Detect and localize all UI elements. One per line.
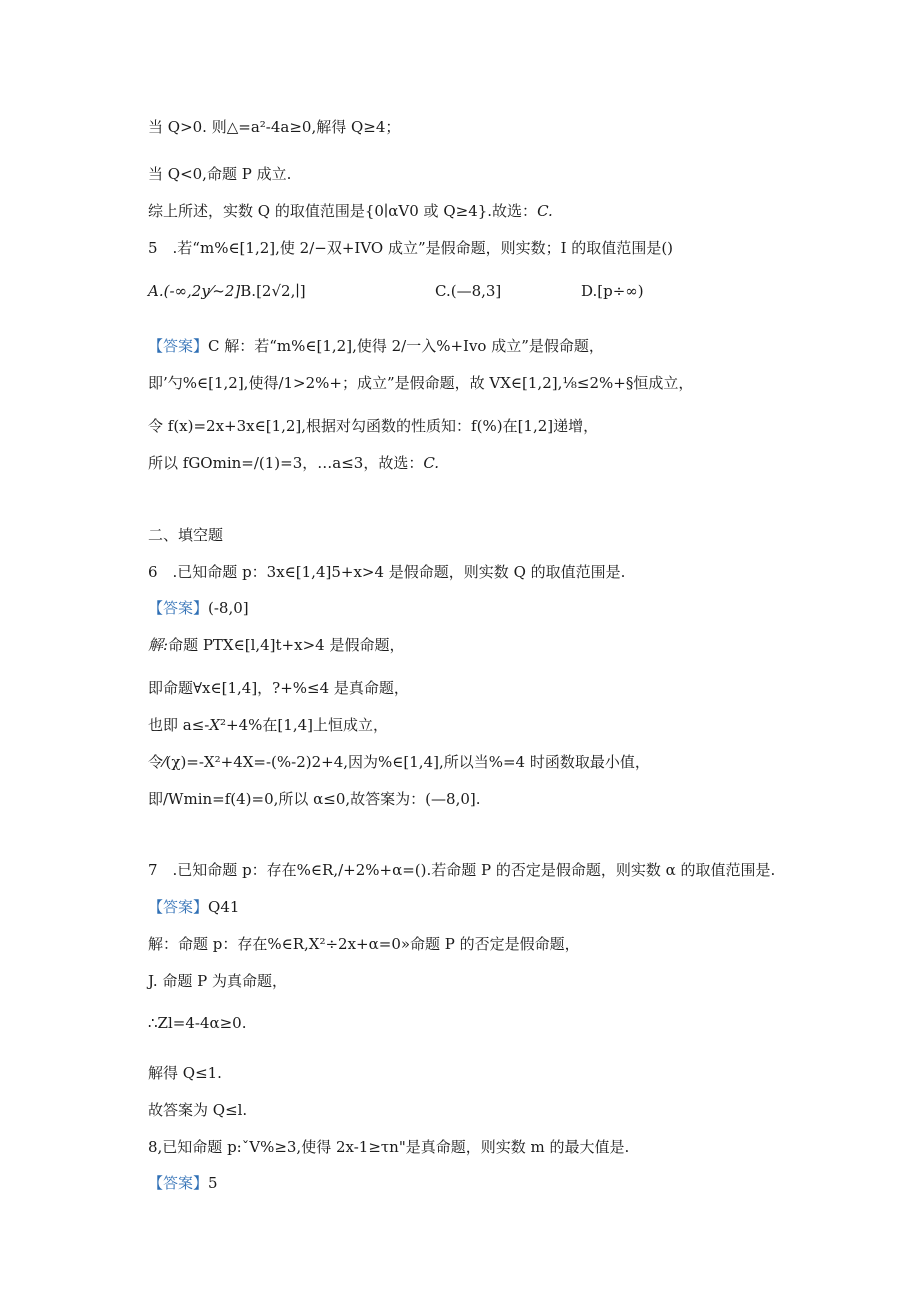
answer-text: C 解：若“m%∈[1,2],使得 2/一入%+Ivo 成立”是假命题， [208, 337, 604, 355]
answer-text: Q41 [208, 898, 240, 916]
solution-line: 当 Q<0,命题 P 成立. [148, 165, 292, 183]
solution-line: J. 命题 P 为真命题， [148, 972, 288, 990]
answer-text: (-8,0] [208, 599, 249, 617]
line-text: 也即 a≤- [148, 716, 210, 734]
solution-line: 即命题∀x∈[1,4]，?+%≤4 是真命题， [148, 679, 409, 697]
option-b: B.[2√2,∣] [240, 282, 306, 300]
section-heading: 二、填空题 [148, 526, 224, 544]
choice-letter: C. [537, 202, 553, 220]
solution-line: 令 f(x)=2x+3x∈[1,2],根据对勾函数的性质知：f(%)在[1,2]递增， [148, 417, 599, 435]
line-text: 综上所述，实数 Q 的取值范围是{0∣αV0 或 Q≥4}.故选： [148, 202, 538, 220]
solution-line: 即’勺%∈[1,2],使得/1>2%+；成立”是假命题，故 VX∈[1,2],⅛≤2%+§恒成立， [148, 374, 694, 392]
line-text: ²+4%在[1,4]上恒成立， [220, 716, 388, 734]
solution-line [148, 635, 404, 655]
solution-line: 令⁄(χ)=-X²+4X=-(%-2)2+4,因为%∈[1,4],所以当%=4 时函数取最小值， [148, 753, 650, 771]
solution-line: 解得 Q≤1. [148, 1064, 222, 1082]
answer-tag: 【答案】 [148, 599, 209, 617]
solution-line: ∴Zl=4-4α≥0. [148, 1014, 247, 1032]
solution-line: 即/Wmin=f(4)=0,所以 α≤0,故答案为：(—8,0]. [148, 790, 481, 808]
solution-line [148, 201, 553, 221]
solution-label: 解: [148, 636, 169, 654]
question-5: 5 .若“m%∈[1,2],使 2/−双+IVO 成立”是假命题，则实数；I 的取值范围是() [148, 239, 674, 257]
answer-5 [148, 336, 604, 356]
options-row [0, 281, 920, 301]
solution-line [148, 453, 439, 473]
answer-7 [148, 897, 239, 917]
answer-6 [148, 598, 249, 618]
option-a: A.(-∞,2y⁄~2] [148, 282, 241, 300]
solution-line: 当 Q>0. 则△=a²-4a≥0,解得 Q≥4； [148, 118, 401, 136]
option-a-b [148, 281, 306, 301]
solution-line: 解：命题 p：存在%∈R,X²÷2x+α=0»命题 P 的否定是假命题， [148, 935, 580, 953]
line-text: 命题 PTX∈[l,4]t+x>4 是假命题， [168, 636, 405, 654]
answer-8 [148, 1173, 218, 1193]
answer-tag: 【答案】 [148, 1174, 209, 1192]
answer-text: 5 [208, 1174, 218, 1192]
answer-tag: 【答案】 [148, 898, 209, 916]
line-text: 所以 fGOmin=/(1)=3，…a≤3，故选： [148, 454, 424, 472]
solution-line: 故答案为 Q≤l. [148, 1101, 248, 1119]
solution-line [148, 715, 388, 735]
option-c: C.(—8,3] [435, 282, 502, 300]
line-text: X [209, 716, 221, 734]
answer-tag: 【答案】 [148, 337, 209, 355]
question-8: 8,已知命题 p:ˇV%≥3,使得 2x-1≥τn"是真命题，则实数 m 的最大值是. [148, 1138, 630, 1156]
option-d: D.[p÷∞) [581, 282, 644, 300]
question-7: 7 .已知命题 p：存在%∈R,/+2%+α=().若命题 P 的否定是假命题，则实数 α 的取值范围是. [148, 861, 776, 879]
question-6: 6 .已知命题 p：3x∈[1,4]5+x>4 是假命题，则实数 Q 的取值范围是. [148, 563, 626, 581]
choice-letter: C. [423, 454, 440, 472]
